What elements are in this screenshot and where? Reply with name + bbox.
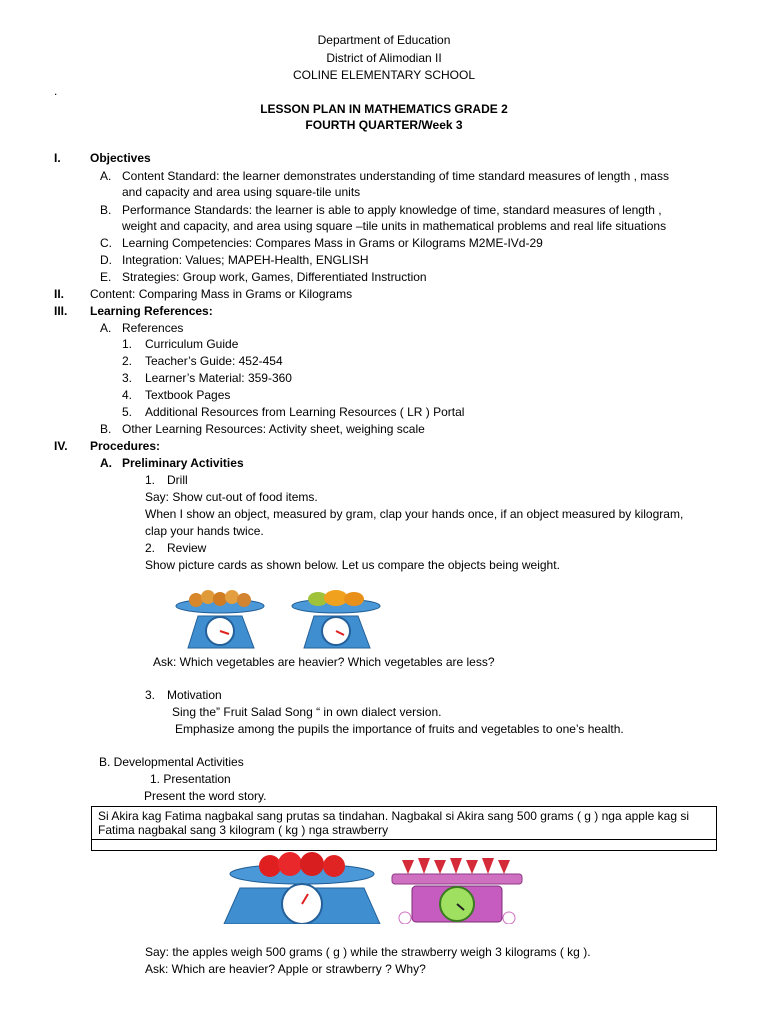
drill-label: Drill (167, 473, 188, 487)
word-story-table (91, 806, 717, 851)
reference-item: Learner’s Material: 359-360 (145, 371, 292, 385)
vegetable-scales-image (168, 588, 398, 650)
objective-text: Content Standard: the learner demonstrates understanding of time standard measures of length , mass (122, 169, 669, 183)
objective-text: Integration: Values; MAPEH-Health, ENGLISH (122, 253, 369, 267)
reference-num: 5. (122, 405, 133, 419)
onion-scale-icon (176, 590, 264, 648)
lesson-title: LESSON PLAN IN MATHEMATICS GRADE 2 (260, 102, 508, 116)
preliminary-letter: A. (100, 456, 112, 470)
reference-num: 1. (122, 337, 133, 351)
department-name: Department of Education (317, 33, 451, 47)
section-num-procedures: IV. (54, 439, 68, 453)
word-story-row (92, 807, 716, 840)
reference-item: Curriculum Guide (145, 337, 239, 351)
preliminary-heading: Preliminary Activities (122, 456, 244, 470)
objective-text: Learning Competencies: Compares Mass in Grams or Kilograms M2ME-IVd-29 (122, 236, 543, 250)
stray-dot: . (54, 84, 58, 98)
motivation-num: 3. (145, 688, 156, 702)
drill-instruction: clap your hands twice. (145, 524, 264, 538)
section-num-objectives: I. (54, 151, 61, 165)
present-word-story: Present the word story. (144, 789, 267, 803)
objectives-heading: Objectives (90, 151, 151, 165)
review-text: Show picture cards as shown below. Let us compare the objects being weight. (145, 558, 560, 572)
school-name: COLINE ELEMENTARY SCHOOL (292, 68, 476, 82)
district-name: District of Alimodian II (326, 51, 442, 65)
say-weights: Say: the apples weigh 500 grams ( g ) while the strawberry weigh 3 kilograms ( kg ). (145, 945, 591, 959)
word-story-text: Si Akira kag Fatima nagbakal sang prutas sa tindahan. Nagbakal si Akira sang 500 grams ( g ) nga apple kag si Fatima nagbakal sang 3 kilogram ( kg ) nga strawberry (98, 809, 690, 837)
reference-item: Teacher’s Guide: 452-454 (145, 354, 283, 368)
drill-num: 1. (145, 473, 156, 487)
objective-letter: A. (100, 169, 112, 183)
procedures-heading: Procedures: (90, 439, 161, 453)
motivation-song: Sing the” Fruit Salad Song “ in own dialect version. (172, 705, 442, 719)
objective-text: Performance Standards: the learner is able to apply knowledge of time, standard measures of length , (122, 203, 662, 217)
references-label: References (122, 321, 184, 335)
objective-letter: D. (100, 253, 112, 267)
section-num-references: III. (54, 304, 68, 318)
learning-references-heading: Learning References: (90, 304, 213, 318)
other-resources: Other Learning Resources: Activity sheet, weighing scale (122, 422, 425, 436)
reference-num: 3. (122, 371, 133, 385)
developmental-heading: B. Developmental Activities (99, 755, 244, 769)
objective-letter: C. (100, 236, 112, 250)
strawberry-scale-icon (392, 858, 522, 924)
objective-text: and capacity and area using square-tile units (122, 185, 361, 199)
presentation-label: 1. Presentation (150, 772, 231, 786)
objective-letter: E. (100, 270, 112, 284)
objective-letter: B. (100, 203, 112, 217)
quarter-week: FOURTH QUARTER/Week 3 (305, 118, 463, 132)
drill-say: Say: Show cut-out of food items. (145, 490, 318, 504)
reference-item: Additional Resources from Learning Resources ( LR ) Portal (145, 405, 465, 419)
fruit-scales-image (222, 852, 528, 924)
motivation-emphasize: Emphasize among the pupils the importance of fruits and vegetables to one’s health. (175, 722, 624, 736)
other-resources-letter: B. (100, 422, 112, 436)
objective-text: weight and capacity, and area using square –tile units in mathematical problems and real life situations (122, 219, 667, 233)
reference-num: 4. (122, 388, 133, 402)
objective-text: Strategies: Group work, Games, Differentiated Instruction (122, 270, 427, 284)
squash-scale-icon (292, 590, 380, 648)
references-letter: A. (100, 321, 112, 335)
motivation-label: Motivation (167, 688, 222, 702)
drill-instruction: When I show an object, measured by gram, clap your hands once, if an object measured by kilogram, (145, 507, 684, 521)
review-label: Review (167, 541, 207, 555)
review-num: 2. (145, 541, 156, 555)
section-num-content: II. (54, 287, 65, 301)
content-text: Content: Comparing Mass in Grams or Kilograms (90, 287, 353, 301)
reference-item: Textbook Pages (145, 388, 231, 402)
apple-scale-icon (224, 852, 380, 924)
ask-heavier: Ask: Which are heavier? Apple or strawberry ? Why? (145, 962, 426, 976)
reference-num: 2. (122, 354, 133, 368)
ask-vegetables: Ask: Which vegetables are heavier? Which vegetables are less? (153, 655, 495, 669)
